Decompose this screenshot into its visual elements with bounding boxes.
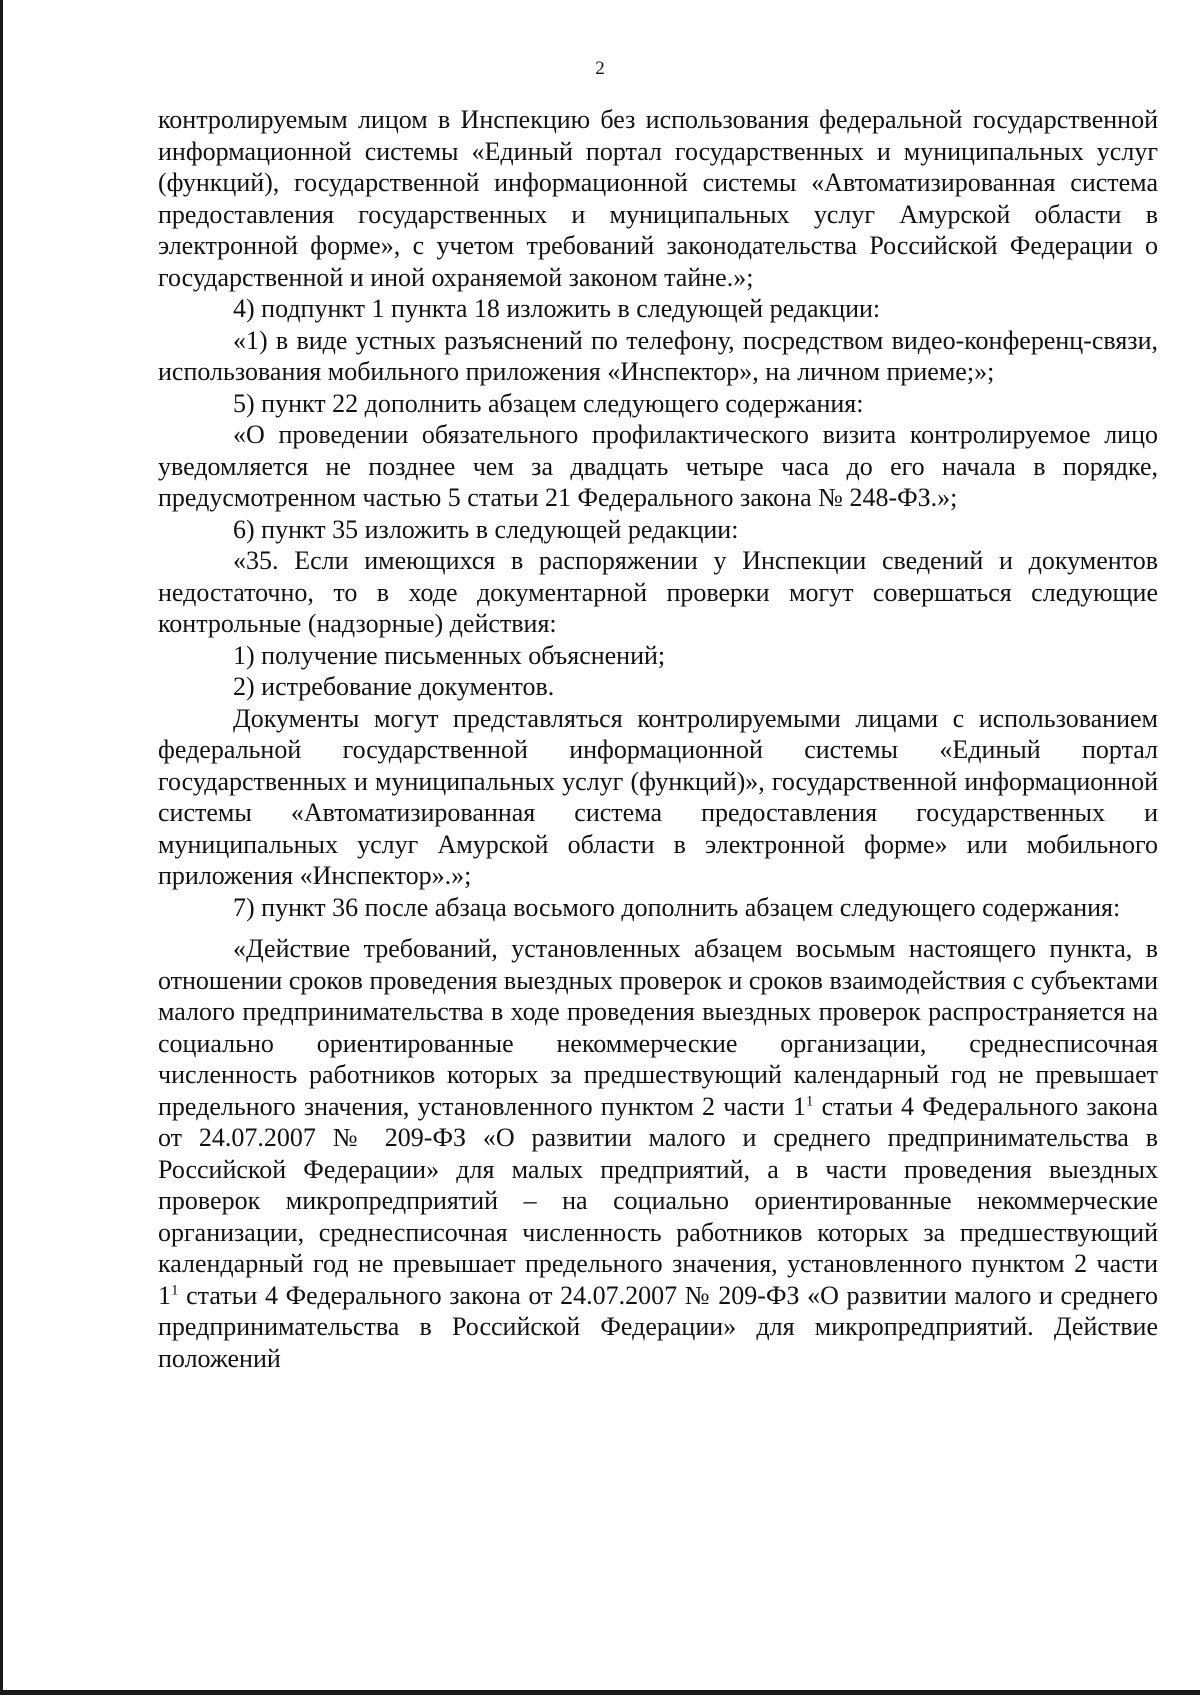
paragraph: 7) пункт 36 после абзаца восьмого дополнить абзацем следующего содержания: bbox=[233, 892, 1121, 922]
page-number: 2 bbox=[595, 58, 605, 79]
paragraph: «1) в виде устных разъяснений по телефону, посредством видео-конференц-связи, использования мобильного приложения «Инспектор», на личном приеме;»; bbox=[158, 325, 1158, 386]
scan-bottom-edge bbox=[0, 1690, 1200, 1695]
paragraph: 2) истребование документов. bbox=[233, 672, 555, 701]
paragraph: 4) подпункт 1 пункта 18 изложить в следующей редакции: bbox=[233, 294, 881, 323]
scan-left-edge bbox=[0, 0, 3, 1695]
paragraph: 5) пункт 22 дополнить абзацем следующего содержания: bbox=[233, 388, 864, 418]
document-body bbox=[158, 104, 1158, 1374]
superscript: 1 bbox=[171, 1281, 179, 1298]
text-run: статьи 4 Федерального закона от 24.07.2007 № 209-ФЗ «О развитии малого и среднего предпринимательства в Российской Федерации» для микропредприятий. Действие положений bbox=[158, 1280, 1158, 1373]
paragraph: 6) пункт 35 изложить в следующей редакции: bbox=[233, 514, 739, 544]
paragraph: «35. Если имеющихся в распоряжении у Инспекции сведений и документов недостаточно, то в ходе документарной проверки могут совершаться следующие контрольные (надзорные) действия: bbox=[158, 546, 1158, 638]
text-run: статьи 4 Федерального закона от 24.07.2007 № 209-ФЗ «О развитии малого и среднего предпринимательства в Российской Федерации» для малых предприятий, а в части проведения выездных проверок микропредприятий – на социально ориентированные некоммерческие организации, среднесписочная численность работников которых за предшествующий календарный год не превышает предельного значения, установленного пунктом 2 части 1 bbox=[158, 1091, 1158, 1310]
paragraph: «О проведении обязательного профилактического визита контролируемое лицо уведомляется не позднее чем за двадцать четыре часа до его начала в порядке, предусмотренном частью 5 статьи 21 Федерального закона № 248-ФЗ.»; bbox=[158, 420, 1158, 512]
text-run: «Действие требований, установленных абзацем восьмым настоящего пункта, в отношении сроков проведения выездных проверок и сроков взаимодействия с субъектами малого предпринимательства в ходе проведения выездных проверок распространяется на социально ориентированные некоммерческие организации, среднесписочная численность работников которых за предшествующий календарный год не превышает предельного значения, установленного пунктом 2 части 1 bbox=[158, 934, 1158, 1121]
paragraph: Документы могут представляться контролируемыми лицами с использованием федеральной государственной информационной системы «Единый портал государственных и муниципальных услуг (функций)», государственной информационной системы «Автоматизированная система предоставления государственных и муниципальных услуг Амурской области в электронной форме» или мобильного приложения «Инспектор».»; bbox=[158, 703, 1158, 890]
paragraph: контролируемым лицом в Инспекцию без использования федеральной государственной информационной системы «Единый портал государственных и муниципальных услуг (функций), государственной информационной системы «Автоматизированная система предоставления государственных и муниципальных услуг Амурской области в электронной форме», с учетом требований законодательства Российской Федерации о государственной и иной охраняемой законом тайне.»; bbox=[158, 105, 1158, 292]
final-paragraph bbox=[158, 933, 1158, 1374]
superscript: 1 bbox=[805, 1092, 814, 1109]
paragraph: 1) получение письменных объяснений; bbox=[233, 640, 666, 670]
